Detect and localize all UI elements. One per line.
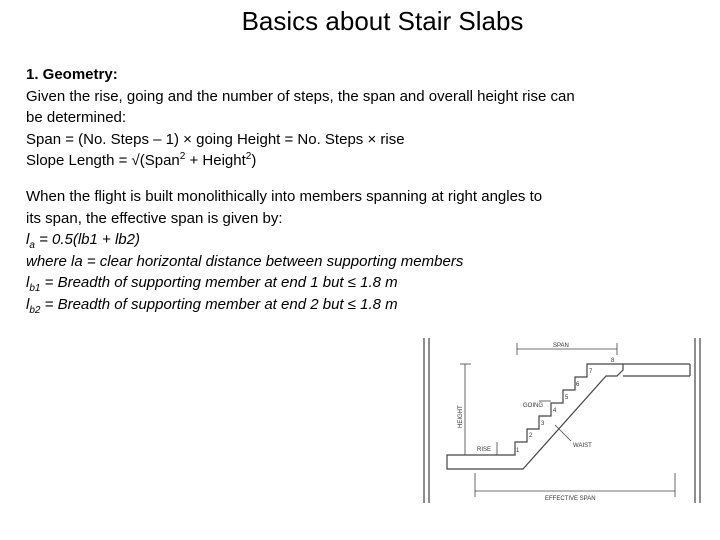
effective-span-formula [26, 229, 666, 251]
lb1-sub: b1 [29, 283, 41, 295]
stair-slab-outline [447, 364, 623, 469]
going-label: GOING [523, 403, 544, 409]
formula-sub: a [29, 240, 35, 252]
step-number: 4 [553, 408, 557, 414]
span-height-formula: Span = (No. Steps – 1) × going Height = No. Steps × rise [26, 130, 405, 148]
slope-mid: + Height [185, 152, 246, 170]
effective-line-2: its span, the effective span is given by: [26, 209, 283, 227]
slope-suffix: ) [251, 152, 257, 170]
lb2-rest: = Breadth of supporting member at end 2 but ≤ 1.8 m [40, 295, 398, 313]
span-label: SPAN [553, 343, 569, 349]
step-number: 6 [576, 382, 580, 388]
step-number: 7 [589, 369, 593, 375]
slide-title: Basics about Stair Slabs [241, 6, 524, 36]
lb2-sub: b2 [29, 304, 41, 316]
waist-label: WAIST [573, 443, 592, 449]
step-number: 2 [529, 433, 533, 439]
lb1-l: l [26, 274, 30, 292]
body-text [26, 64, 666, 316]
step-number: 1 [516, 448, 520, 454]
waist-pointer [555, 425, 571, 441]
effective-span-label: EFFECTIVE SPAN [545, 496, 596, 502]
slope-sup-2: 2 [245, 151, 252, 163]
effective-line-1: When the flight is built monolithically into members spanning at right angles to [26, 187, 543, 205]
slope-length-formula [26, 150, 666, 172]
geometry-line-1: Given the rise, going and the number of steps, the span and overall height rise can [26, 87, 575, 105]
step-number: 8 [611, 358, 615, 364]
formula-l: l [26, 231, 30, 249]
lb2-l: l [26, 295, 30, 313]
stair-slab-diagram [405, 333, 715, 505]
slope-prefix: Slope Length = √(Span [26, 152, 180, 170]
lb1-definition [26, 272, 666, 294]
lb1-rest: = Breadth of supporting member at end 1 but ≤ 1.8 m [40, 274, 398, 292]
formula-rest: = 0.5(lb1 + lb2) [34, 231, 140, 249]
where-definition: where la = clear horizontal distance between supporting members [26, 252, 464, 270]
lb2-definition [26, 294, 666, 316]
step-number: 3 [541, 421, 545, 427]
height-label: HEIGHT [458, 405, 464, 428]
slope-sup-1: 2 [179, 151, 186, 163]
rise-label: RISE [477, 447, 492, 453]
step-number: 5 [565, 395, 569, 401]
geometry-heading: 1. Geometry: [26, 66, 118, 83]
paragraph-gap [26, 172, 666, 186]
geometry-line-2: be determined: [26, 109, 127, 127]
